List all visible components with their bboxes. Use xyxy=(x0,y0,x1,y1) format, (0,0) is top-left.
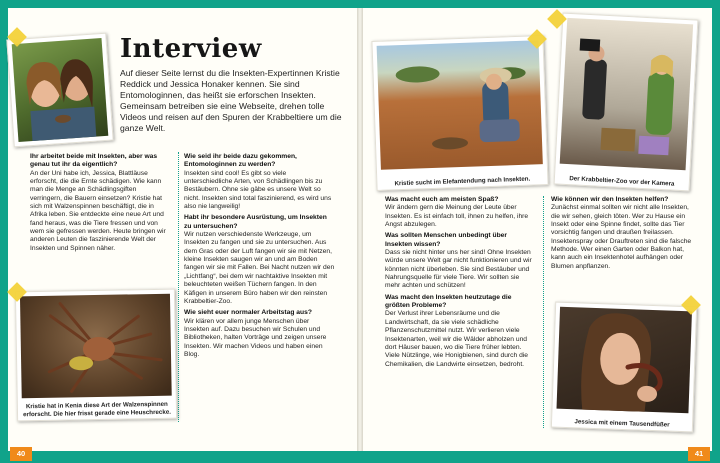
answer: Wir nutzen verschiedenste Werkzeuge, um Insekten zu fangen und sie zu untersuchen. Aus dem Gras oder der Luft fangen wir sie mit Netzen, kleine Insekten saugen wir an und am Boden fangen wir sie mit Fallen. Bei Nacht nutzen wir den „Lichtfang“, bei dem wir nachtaktive Insekten mit beleuchteten weißen Tüchern fangen. In den Käfigen in unserem Büro haben wir den reinsten Krabbeltier-Zoo. xyxy=(184,231,335,305)
portrait-image xyxy=(12,38,109,142)
column-4 xyxy=(551,193,699,273)
kenya-photo xyxy=(371,35,548,191)
zoo-image xyxy=(560,18,693,170)
zoo-photo xyxy=(554,13,699,192)
spider-image xyxy=(20,294,172,399)
page-number-left: 40 xyxy=(10,447,32,461)
question: Was macht den Insekten heutzutage die größten Probleme? xyxy=(385,293,512,310)
question: Was sollten Menschen unbedingt über Insekten wissen? xyxy=(385,232,507,248)
answer: An der Uni habe ich, Jessica, Blattläuse erforscht, die die Ernte schädigen. Wie kann man die Menge an Schädlingsgiften verringern, die Bauern einsetzen? Kristie hat sich mit Walzenspinnen beschäftigt, die in Afrika leben. Sie entdeckte eine neue Art und fand heraus, was die Tiere fressen und von wem sie gefressen werden. Heute bringen wir anderen Leuten die faszinierende Welt der Insekten und Spinnen näher. xyxy=(30,169,166,252)
page-title: Interview xyxy=(120,34,262,64)
intro-text: Auf dieser Seite lernst du die Insekten-Expertinnen Kristie Reddick und Jessica Honaker kennen. Sie sind Entomologinnen, das heißt sie erforschen Insekten. Gemeinsam betreiben sie eine Webseite, drehen tolle Videos und reisen auf den Spuren der Krabbeltiere um die ganze Welt. xyxy=(120,68,342,133)
kenya-image xyxy=(377,40,543,170)
column-divider xyxy=(543,196,544,428)
column-divider xyxy=(178,152,179,422)
spider-caption: Kristie hat in Kenia diese Art der Walzenspinnen erforscht. Die hier frisst gerade eine Heuschrecke. xyxy=(23,400,171,418)
column-2 xyxy=(184,150,336,361)
portrait-photo xyxy=(6,33,113,148)
column-3 xyxy=(385,193,535,371)
spider-photo xyxy=(15,289,177,422)
question: Wie können wir den Insekten helfen? xyxy=(551,196,669,203)
answer: Zunächst einmal sollten wir nicht alle Insekten, die wir sehen, gleich töten. Wer zu Hause ein Insekt oder eine Spinne findet, sollte das Tier vorsichtig fangen und draußen freilassen. Insektenspray oder Drauftreten sind die falsche Methode. Wer einen Garten oder Balkon hat, kann auch ein Insektenhotel aufhängen oder Blumen anpflanzen. xyxy=(551,204,692,270)
kenya-caption: Kristie sucht im Elefantendung nach Insekten. xyxy=(394,175,531,187)
question: Wie seid ihr beide dazu gekommen, Entomologinnen zu werden? xyxy=(184,153,297,169)
answer: Dass sie nicht hinter uns her sind! Ohne Insekten würde unsere Welt gar nicht funktionieren und wir könnten nicht überleben. Sie sind Bestäuber und Nahrungsquelle für viele Tiere. Wir sollten sie mehr achten und schützen! xyxy=(385,249,532,290)
millipede-image xyxy=(557,307,692,414)
page-number-right: 41 xyxy=(688,447,710,461)
question: Habt ihr besondere Ausrüstung, um Insekten zu untersuchen? xyxy=(184,214,327,230)
column-1 xyxy=(30,150,170,255)
zoo-caption: Der Krabbeltier-Zoo vor der Kamera xyxy=(569,174,675,188)
question: Ihr arbeitet beide mit Insekten, aber was genau tut ihr da eigentlich? xyxy=(30,153,158,169)
answer: Der Verlust ihrer Lebensräume und die Landwirtschaft, da sie viele schädliche Pflanzenschutzmittel nutzt. Wir verlieren viele Insektenarten, weil wir die Wälder abholzen und dort Häuser bauen, wo die Tiere früher lebten. Viele Nützlinge, wie Honigbienen, sind durch die Chemikalien, die Landwirte einsetzen, bedroht. xyxy=(385,310,529,368)
answer: Wir ändern gern die Meinung der Leute über Insekten. Es ist einfach toll, ihnen zu helfen, ihre Angst abzulegen. xyxy=(385,204,529,229)
millipede-caption: Jessica mit einem Tausendfüßer xyxy=(574,417,670,429)
answer: Wir klären vor allem junge Menschen über Insekten auf. Dazu besuchen wir Schulen und Bibliotheken, halten Vorträge und zeigen unsere Insekten. Wir machen Videos und haben einen Blog. xyxy=(184,317,327,358)
question: Wie sieht euer normaler Arbeitstag aus? xyxy=(184,309,312,317)
millipede-photo xyxy=(551,302,697,433)
answer: Insekten sind cool! Es gibt so viele unterschiedliche Arten, von Schädlingen bis zu Bestäubern. Ohne sie gäbe es unsere Welt so nicht. Insekten sind total faszinierend, es wird uns also nie langweilig! xyxy=(184,169,332,211)
question: Was macht euch am meisten Spaß? xyxy=(385,196,499,203)
